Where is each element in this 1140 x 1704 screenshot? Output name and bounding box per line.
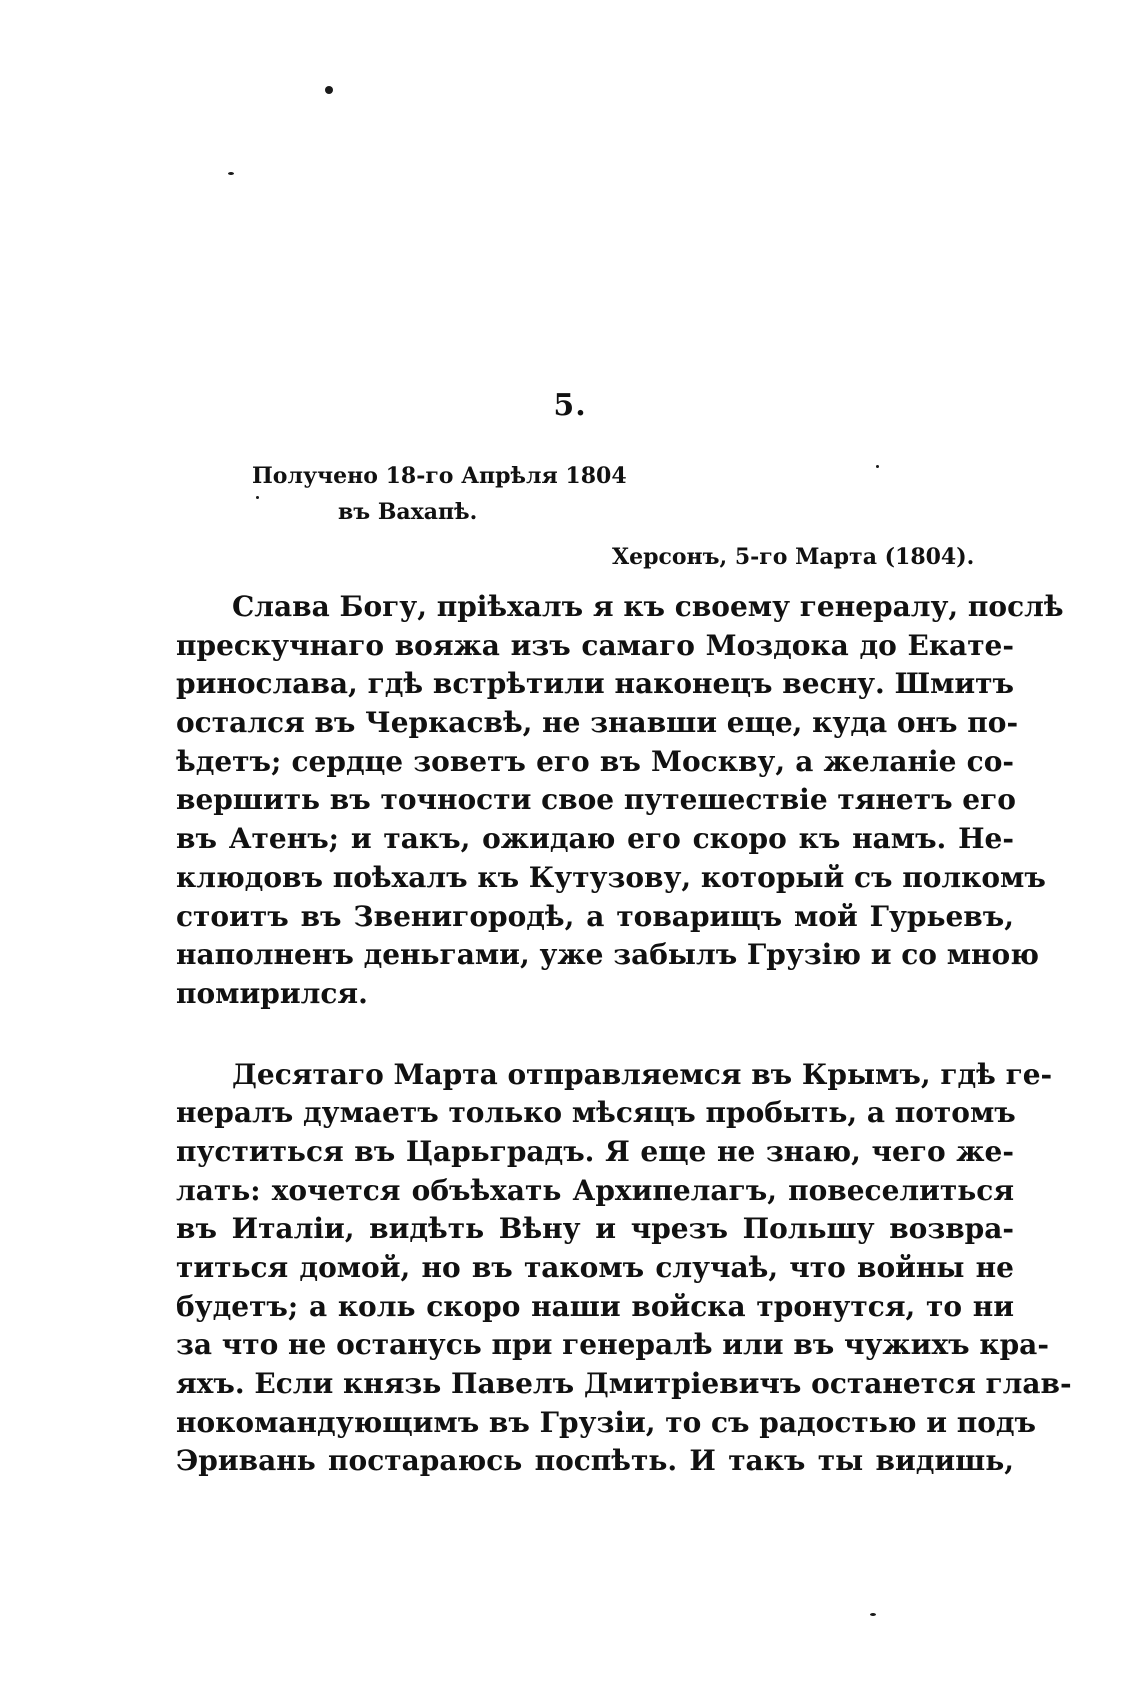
scan-speck (228, 172, 234, 175)
text-line: будетъ; а коль скоро наши войска тронутся, то ни (176, 1289, 1014, 1323)
text-line: помирился. (176, 976, 368, 1010)
text-line: Эривань постараюсь поспѣть. И такъ ты видишь, (176, 1444, 1014, 1478)
text-line: стоитъ въ Звенигородѣ, а товарищъ мой Гурьевъ, (176, 899, 1014, 933)
received-note (252, 458, 627, 530)
text-line: ринослава, гдѣ встрѣтили наконецъ весну. Шмитъ (176, 667, 1014, 701)
text-line: наполненъ деньгами, уже забылъ Грузію и со мною (176, 938, 1039, 972)
text-line: прескучнаго вояжа изъ самаго Моздока до Екате- (176, 628, 1014, 662)
text-line: за что не останусь при генералѣ или въ чужихъ кра- (176, 1328, 1049, 1362)
text-line: пуститься въ Царьградъ. Я еще не знаю, чего же- (176, 1134, 1014, 1168)
text-line: лать: хочется объѣхать Архипелагъ, повеселиться (176, 1173, 1014, 1207)
received-note-line1: Получено 18-го Апрѣля 1804 (252, 463, 627, 489)
text-line: вершить въ точности свое путешествіе тянетъ его (176, 783, 1016, 817)
scan-speck (876, 465, 879, 468)
text-line: нералъ думаетъ только мѣсяцъ пробыть, а потомъ (176, 1096, 1016, 1130)
dateline: Херсонъ, 5-го Марта (1804). (612, 544, 975, 570)
paragraph-gap (176, 1014, 1014, 1056)
text-line: Слава Богу, пріѣхалъ я къ своему генералу, послѣ (232, 590, 1064, 623)
paragraph-1 (176, 588, 1064, 1014)
text-line: титься домой, но въ такомъ случаѣ, что войны не (176, 1251, 1014, 1284)
text-line: остался въ Черкасвѣ, не знавши еще, куда онъ по- (176, 706, 1019, 740)
text-line: въ Атенъ; и такъ, ожидаю его скоро къ намъ. Не- (176, 822, 1014, 856)
scan-speck (325, 86, 333, 94)
text-line: нокомандующимъ въ Грузіи, то съ радостью и подъ (176, 1405, 1037, 1439)
letter-number: 5. (553, 388, 587, 423)
paragraph-2 (176, 1056, 1072, 1482)
text-line: яхъ. Если князь Павелъ Дмитріевичъ останется глав- (176, 1367, 1072, 1401)
received-note-line2: въ Вахапѣ. (338, 499, 478, 525)
letter-body (176, 588, 1072, 1481)
text-line: въ Италіи, видѣть Вѣну и чрезъ Польшу возвра- (176, 1212, 1014, 1246)
text-line: ѣдетъ; сердце зоветъ его въ Москву, а желаніе со- (176, 744, 1014, 778)
text-line: Десятаго Марта отправляемся въ Крымъ, гдѣ ге- (232, 1057, 1053, 1091)
scan-speck (870, 1613, 876, 1616)
text-line: клюдовъ поѣхалъ къ Кутузову, который съ полкомъ (176, 860, 1046, 894)
